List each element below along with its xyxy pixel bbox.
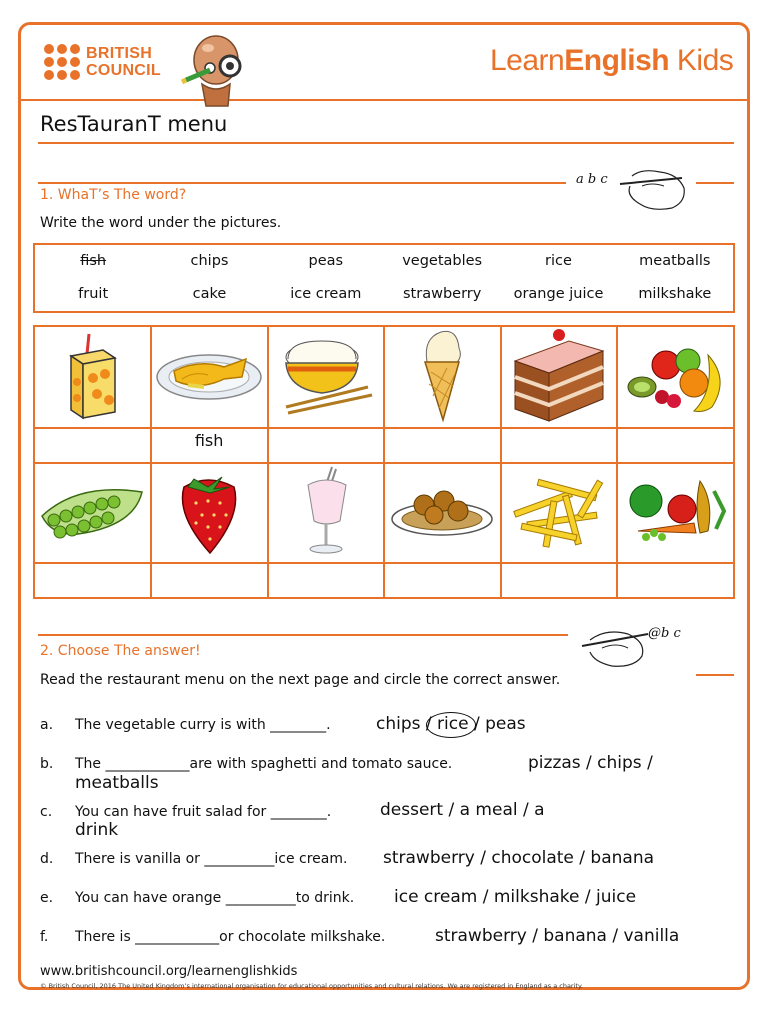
section2-heading: 2. Choose The answer! (40, 643, 201, 659)
answer-cell[interactable] (34, 428, 151, 463)
answer-cell[interactable] (268, 428, 384, 463)
british-council-logo (44, 44, 161, 80)
question-b-options-cont[interactable]: meatballs (75, 773, 159, 793)
answer-cell[interactable] (501, 563, 618, 598)
page-title: ResTauranT menu (40, 112, 228, 136)
question-a-options[interactable]: chips / rice / peas (376, 714, 526, 734)
question-f-options[interactable]: strawberry / banana / vanilla (435, 926, 680, 946)
answer-cell[interactable]: fish (151, 428, 268, 463)
picture-cell (617, 463, 734, 563)
abc-label-1: a b c (576, 172, 608, 187)
header-divider (21, 99, 747, 101)
section2-rule-right (696, 674, 734, 676)
fish-plate-icon (154, 345, 264, 405)
answer-cell[interactable] (384, 563, 501, 598)
brand-line-2: COUNCIL (86, 62, 161, 79)
orange-juice-carton-icon (57, 330, 127, 420)
question-b-options[interactable]: pizzas / chips / (528, 753, 653, 773)
picture-cell (268, 326, 384, 428)
picture-cell (151, 326, 268, 428)
logo-kids: Kids (669, 44, 734, 77)
word-bank-item: meatballs (639, 253, 711, 269)
writing-hand-icon-2 (576, 622, 652, 670)
section1-rule-right (696, 182, 734, 184)
mascot-icon (180, 30, 256, 110)
word-bank-item: orange juice (513, 286, 604, 302)
fruit-pile-icon (622, 335, 730, 415)
logo-english: English (564, 44, 670, 77)
word-bank-item: rice (545, 253, 572, 269)
section2-instruction: Read the restaurant menu on the next page and circle the correct answer. (40, 672, 561, 688)
ice-cream-cone-icon (417, 328, 467, 422)
answer-cell[interactable] (384, 428, 501, 463)
picture-cell (501, 463, 618, 563)
word-bank-item: ice cream (290, 286, 362, 302)
word-bank-item: vegetables (402, 253, 483, 269)
section1-rule (38, 182, 566, 184)
meatballs-spaghetti-icon (388, 481, 496, 541)
word-bank (33, 243, 735, 313)
strawberry-icon (174, 465, 244, 557)
title-underline (38, 142, 734, 144)
peas-pod-icon (38, 476, 146, 546)
vegetables-icon (624, 471, 728, 551)
abc-label-2: @b c (648, 626, 681, 641)
section1-heading: 1. WhaT’s The word? (40, 187, 187, 203)
answer-cell[interactable] (268, 563, 384, 598)
cake-slice-icon (509, 327, 609, 423)
answer-cell[interactable] (501, 428, 618, 463)
picture-cell (34, 463, 151, 563)
picture-cell (384, 326, 501, 428)
picture-cell (384, 463, 501, 563)
answer-cell[interactable] (617, 428, 734, 463)
answer-cell[interactable] (617, 563, 734, 598)
answer-cell[interactable] (151, 563, 268, 598)
brand-line-1: BRITISH (86, 45, 153, 62)
learnenglish-kids-logo (490, 44, 733, 78)
question-c-options[interactable]: dessert / a meal / a (380, 800, 545, 820)
answer-cell[interactable] (34, 563, 151, 598)
word-bank-item: peas (308, 253, 344, 269)
logo-dots-icon (44, 44, 80, 80)
chips-icon (507, 471, 611, 551)
picture-cell (151, 463, 268, 563)
footer-legal: © British Council, 2016 The United Kingdom’s international organisation for educational opportunities and cultural relations. We are registered in England as a charity. (40, 982, 583, 990)
word-bank-item: milkshake (638, 286, 712, 302)
picture-cell (501, 326, 618, 428)
picture-cell (34, 326, 151, 428)
word-bank-item: fruit (78, 286, 109, 302)
question-e-options[interactable]: ice cream / milkshake / juice (394, 887, 637, 907)
word-bank-item: fish (80, 253, 107, 269)
picture-cell (268, 463, 384, 563)
word-bank-item: strawberry (403, 286, 482, 302)
section2-rule (38, 634, 568, 636)
picture-cell (617, 326, 734, 428)
word-bank-item: chips (190, 253, 229, 269)
word-bank-item: cake (192, 286, 227, 302)
footer-url[interactable]: www.britishcouncil.org/learnenglishkids (40, 964, 298, 979)
answer-circle (426, 712, 476, 738)
rice-bowl-icon (276, 333, 376, 417)
question-c-options-cont[interactable]: drink (75, 820, 119, 840)
writing-hand-icon (612, 162, 692, 214)
logo-learn: Learn (490, 44, 565, 77)
milkshake-icon (296, 465, 356, 557)
question-d-options[interactable]: strawberry / chocolate / banana (383, 848, 655, 868)
picture-grid (33, 325, 735, 599)
section1-instruction: Write the word under the pictures. (40, 215, 282, 231)
